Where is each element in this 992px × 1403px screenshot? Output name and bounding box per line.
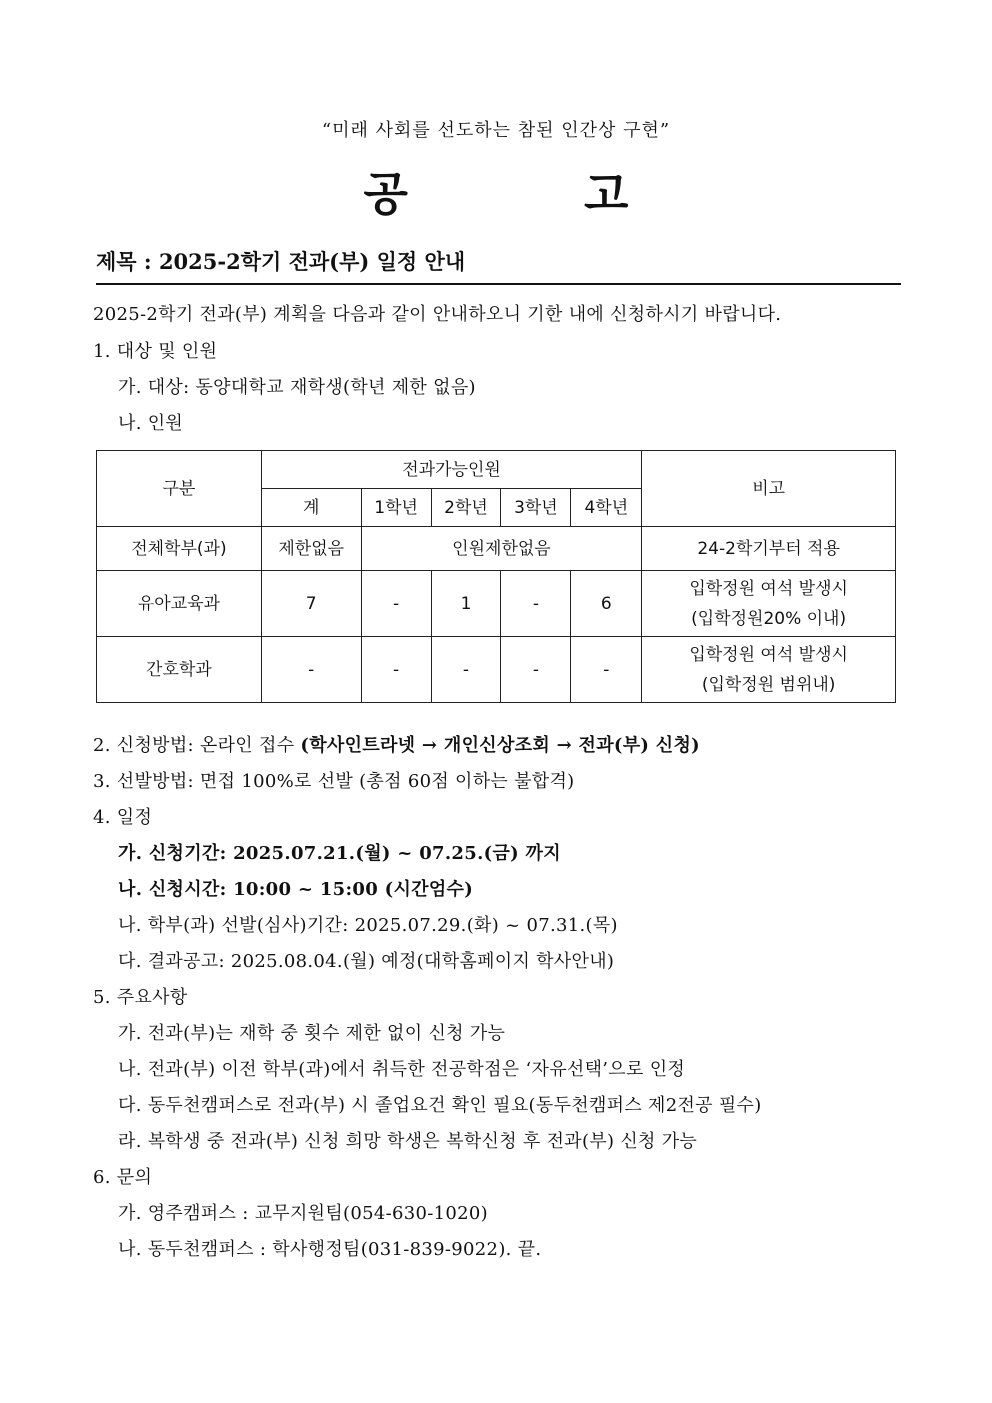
section-2-text: 2. 신청방법: 온라인 접수 xyxy=(93,735,301,756)
row-name: 전체학부(과) xyxy=(97,527,262,571)
page-title: 공 고 xyxy=(363,167,709,221)
section-2 xyxy=(93,731,700,757)
header-category: 구분 xyxy=(97,451,262,527)
row-year3: - xyxy=(501,637,571,703)
table-row xyxy=(97,571,896,637)
application-period: 가. 신청기간: 2025.07.21.(월) ~ 07.25.(금) 까지 xyxy=(118,843,561,864)
row-year4: 6 xyxy=(571,571,642,637)
section-4-heading: 4. 일정 xyxy=(93,807,153,828)
row-note-line1: 입학정원 여석 발생시 xyxy=(689,644,848,665)
result-announcement: 다. 결과공고: 2025.08.04.(월) 예정(대학홈페이지 학사안내) xyxy=(118,951,615,972)
note-item-a: 가. 전과(부)는 재학 중 횟수 제한 없이 신청 가능 xyxy=(118,1023,506,1044)
row-note-line1: 입학정원 여석 발생시 xyxy=(689,578,848,599)
quota-table xyxy=(96,450,896,703)
table-row xyxy=(97,527,896,571)
header-year4: 4학년 xyxy=(571,489,642,527)
row-total: - xyxy=(261,637,361,703)
section-1-heading: 1. 대상 및 인원 xyxy=(93,341,218,362)
intro-text: 2025-2학기 전과(부) 계획을 다음과 같이 안내하오니 기한 내에 신청하시기 바랍니다. xyxy=(93,304,782,325)
header-total: 계 xyxy=(261,489,361,527)
header-year1: 1학년 xyxy=(361,489,431,527)
row-note-line2: (입학정원20% 이내) xyxy=(691,608,847,629)
row-note: 24-2학기부터 적용 xyxy=(642,527,896,571)
section-2-path: (학사인트라넷 → 개인신상조회 → 전과(부) 신청) xyxy=(300,735,700,756)
row-year2: - xyxy=(431,637,501,703)
contact-dongducheon: 나. 동두천캠퍼스 : 학사행정팀(031-839-9022). 끝. xyxy=(118,1239,542,1260)
row-total: 제한없음 xyxy=(261,527,361,571)
selection-period: 나. 학부(과) 선발(심사)기간: 2025.07.29.(화) ~ 07.31.(목) xyxy=(118,915,618,936)
row-year1: - xyxy=(361,571,431,637)
row-name: 유아교육과 xyxy=(97,571,262,637)
row-note-line2: (입학정원 범위내) xyxy=(701,674,836,695)
row-note xyxy=(642,637,896,703)
row-span: 인원제한없음 xyxy=(361,527,642,571)
note-item-c: 다. 동두천캠퍼스로 전과(부) 시 졸업요건 확인 필요(동두천캠퍼스 제2전공 필수) xyxy=(118,1095,762,1116)
note-item-b: 나. 전과(부) 이전 학부(과)에서 취득한 전공학점은 ‘자유선택’으로 인정 xyxy=(118,1059,686,1080)
section-5-heading: 5. 주요사항 xyxy=(93,987,188,1008)
table-row xyxy=(97,637,896,703)
motto: “미래 사회를 선도하는 참된 인간상 구현” xyxy=(321,120,671,141)
application-time: 나. 신청시간: 10:00 ~ 15:00 (시간엄수) xyxy=(118,879,474,900)
header-capacity: 전과가능인원 xyxy=(261,451,641,489)
section-1-target: 가. 대상: 동양대학교 재학생(학년 제한 없음) xyxy=(118,377,476,398)
section-6-heading: 6. 문의 xyxy=(93,1167,153,1188)
row-year2: 1 xyxy=(431,571,501,637)
row-year3: - xyxy=(501,571,571,637)
row-year1: - xyxy=(361,637,431,703)
section-1-quota: 나. 인원 xyxy=(118,413,184,434)
contact-yeongju: 가. 영주캠퍼스 : 교무지원팀(054-630-1020) xyxy=(118,1203,488,1224)
section-3: 3. 선발방법: 면접 100%로 선발 (총점 60점 이하는 불합격) xyxy=(93,771,575,792)
header-note: 비고 xyxy=(642,451,896,527)
row-year4: - xyxy=(571,637,642,703)
subject-heading: 제목 : 2025-2학기 전과(부) 일정 안내 xyxy=(96,246,901,285)
row-note xyxy=(642,571,896,637)
header-year3: 3학년 xyxy=(501,489,571,527)
row-name: 간호학과 xyxy=(97,637,262,703)
header-year2: 2학년 xyxy=(431,489,501,527)
note-item-d: 라. 복학생 중 전과(부) 신청 희망 학생은 복학신청 후 전과(부) 신청 가능 xyxy=(118,1131,698,1152)
row-total: 7 xyxy=(261,571,361,637)
